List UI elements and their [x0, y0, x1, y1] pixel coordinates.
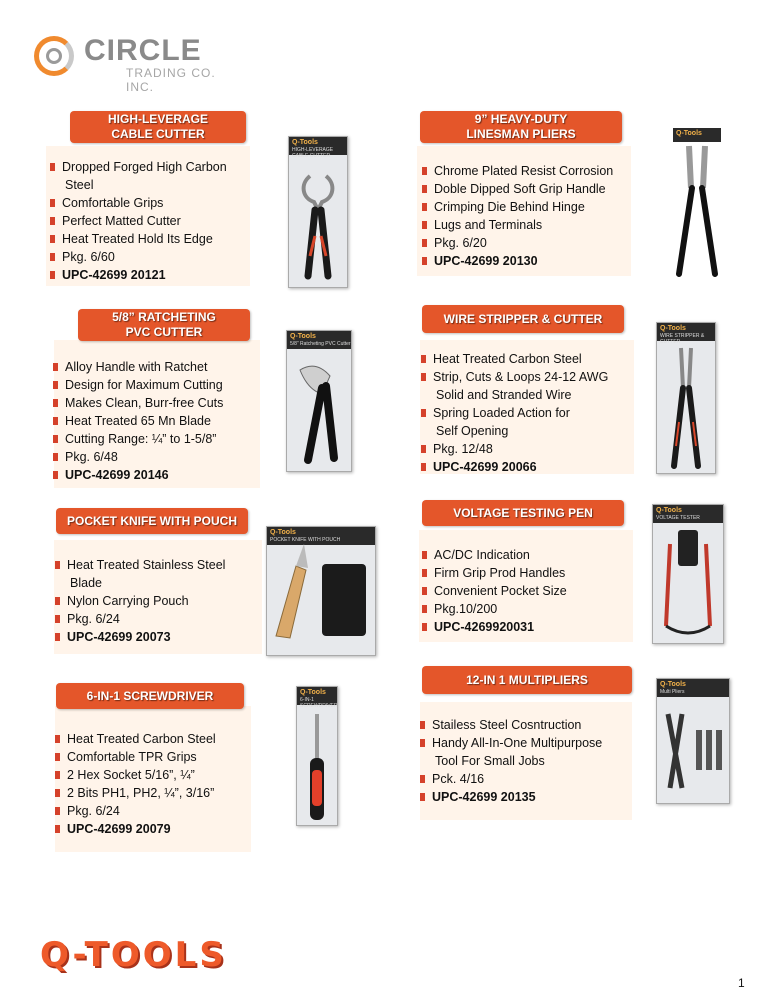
- feature-item: Solid and Stranded Wire: [436, 388, 572, 402]
- feature-item: Heat Treated Carbon Steel: [55, 730, 251, 748]
- feature-item: Dropped Forged High Carbon: [50, 158, 250, 176]
- linesman-pliers-icon: [673, 128, 721, 280]
- upc-code: UPC-42699 20135: [420, 788, 632, 806]
- feature-list: [422, 546, 634, 636]
- product-title: 6-IN-1 SCREWDRIVER: [56, 683, 244, 709]
- feature-item: Design for Maximum Cutting: [53, 376, 263, 394]
- circle-logo-icon: [34, 36, 74, 76]
- upc-code: UPC-42699 20121: [50, 266, 250, 284]
- feature-item: Steel: [65, 178, 94, 192]
- cable-cutter-icon: [288, 136, 348, 288]
- feature-item: Strip, Cuts & Loops 24-12 AWG: [421, 368, 633, 386]
- feature-list: [55, 730, 251, 838]
- upc-code: UPC-42699 20146: [53, 466, 263, 484]
- upc-code: UPC-42699 20066: [421, 458, 633, 476]
- product-title: POCKET KNIFE WITH POUCH: [56, 508, 248, 534]
- feature-item: Pkg. 12/48: [421, 440, 633, 458]
- product-image-linesman-pliers: Q-Tools: [673, 128, 721, 280]
- feature-item: Doble Dipped Soft Grip Handle: [422, 180, 632, 198]
- feature-item: Self Opening: [436, 424, 509, 438]
- pvc-cutter-icon: [286, 330, 352, 472]
- feature-item: Comfortable Grips: [50, 194, 250, 212]
- q-tools-logo: Q-TOOLS: [40, 935, 227, 975]
- product-image-pocket-knife: Q-Tools POCKET KNIFE WITH POUCH: [266, 526, 376, 656]
- feature-item: Stailess Steel Cosntruction: [420, 716, 632, 734]
- feature-item: Spring Loaded Action for: [421, 404, 633, 422]
- product-image-voltage-pen: Q-Tools VOLTAGE TESTER: [652, 504, 724, 644]
- product-image-screwdriver: Q-Tools 6-IN-1 SCREWDRIVER: [296, 686, 338, 826]
- feature-item: Perfect Matted Cutter: [50, 212, 250, 230]
- circle-trading-logo: [34, 34, 224, 94]
- upc-code: UPC-4269920031: [422, 618, 634, 636]
- upc-code: UPC-42699 20079: [55, 820, 251, 838]
- feature-item: Pkg. 6/48: [53, 448, 263, 466]
- feature-item: Pkg. 6/24: [55, 802, 251, 820]
- feature-item: AC/DC Indication: [422, 546, 634, 564]
- wire-stripper-icon: [656, 322, 716, 474]
- feature-item: Heat Treated Hold Its Edge: [50, 230, 250, 248]
- feature-item: Chrome Plated Resist Corrosion: [422, 162, 632, 180]
- feature-list: [421, 350, 633, 476]
- feature-item: Pkg. 6/20: [422, 234, 632, 252]
- product-image-cable-cutter: Q-Tools HIGH-LEVERAGE CABLE CUTTER: [288, 136, 348, 288]
- page-number: 1: [738, 976, 745, 990]
- logo-subtitle: TRADING CO. INC.: [126, 66, 216, 94]
- product-title: 5/8” RATCHETING PVC CUTTER: [78, 309, 250, 341]
- feature-item: Lugs and Terminals: [422, 216, 632, 234]
- feature-item: Pkg. 6/24: [55, 610, 261, 628]
- upc-code: UPC-42699 20073: [55, 628, 261, 646]
- feature-item: Crimping Die Behind Hinge: [422, 198, 632, 216]
- product-title: 12-IN 1 MULTIPLIERS: [422, 666, 632, 694]
- feature-item: Pkg. 6/60: [50, 248, 250, 266]
- feature-list: [53, 358, 263, 484]
- multi-pliers-icon: [656, 678, 730, 804]
- feature-list: [50, 158, 250, 284]
- voltage-tester-icon: [652, 504, 724, 644]
- feature-item: Pkg.10/200: [422, 600, 634, 618]
- product-title: HIGH-LEVERAGE CABLE CUTTER: [70, 111, 246, 143]
- feature-item: Heat Treated Carbon Steel: [421, 350, 633, 368]
- feature-item: Cutting Range: ¼” to 1-5/8”: [53, 430, 263, 448]
- screwdriver-icon: [296, 686, 338, 826]
- feature-item: Alloy Handle with Ratchet: [53, 358, 263, 376]
- product-image-wire-stripper: Q-Tools WIRE STRIPPER & CUTTER: [656, 322, 716, 474]
- feature-item: Makes Clean, Burr-free Cuts: [53, 394, 263, 412]
- product-title: WIRE STRIPPER & CUTTER: [422, 305, 624, 333]
- pocket-knife-icon: [266, 526, 376, 656]
- feature-item: Tool For Small Jobs: [435, 754, 545, 768]
- feature-item: Heat Treated 65 Mn Blade: [53, 412, 263, 430]
- upc-code: UPC-42699 20130: [422, 252, 632, 270]
- feature-item: Heat Treated Stainless Steel: [55, 556, 261, 574]
- product-title: VOLTAGE TESTING PEN: [422, 500, 624, 526]
- feature-item: Firm Grip Prod Handles: [422, 564, 634, 582]
- feature-item: Pck. 4/16: [420, 770, 632, 788]
- product-image-multipliers: Q-Tools Multi Pliers: [656, 678, 730, 804]
- feature-item: Nylon Carrying Pouch: [55, 592, 261, 610]
- feature-item: Handy All-In-One Multipurpose: [420, 734, 632, 752]
- product-image-pvc-cutter: Q-Tools 5/8” Ratcheting PVC Cutter: [286, 330, 352, 472]
- feature-list: [422, 162, 632, 270]
- feature-list: [420, 716, 632, 806]
- logo-name: CIRCLE: [84, 34, 202, 67]
- feature-item: 2 Hex Socket 5/16”, ¼”: [55, 766, 251, 784]
- product-title: 9” HEAVY-DUTY LINESMAN PLIERS: [420, 111, 622, 143]
- feature-item: Blade: [70, 576, 102, 590]
- feature-item: Comfortable TPR Grips: [55, 748, 251, 766]
- feature-item: 2 Bits PH1, PH2, ¼”, 3/16”: [55, 784, 251, 802]
- feature-list: [55, 556, 261, 646]
- feature-item: Convenient Pocket Size: [422, 582, 634, 600]
